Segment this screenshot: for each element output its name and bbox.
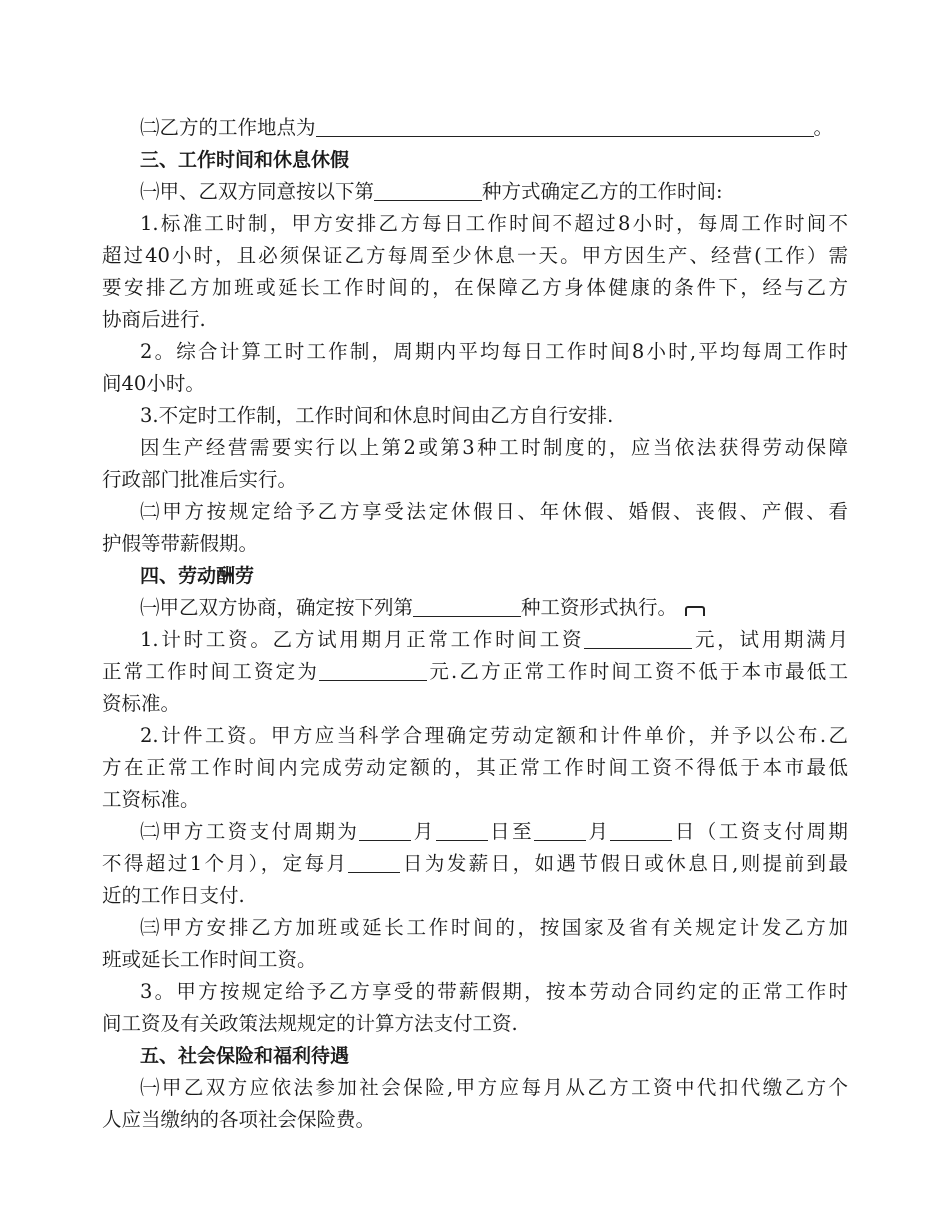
section-heading: [102, 560, 848, 592]
text-line: [102, 592, 848, 624]
text-segment: 3。甲方按规定给予乙方享受的带薪假期，按本劳动合同约定的正常工作时: [140, 980, 848, 1003]
text-segment: 超过40小时，且必须保证乙方每周至少休息一天。甲方因生产、经营(工作）需: [102, 244, 848, 267]
text-line: [102, 208, 848, 240]
text-segment: 种工资形式执行。: [521, 596, 678, 619]
text-segment: 资标准。: [102, 692, 181, 715]
text-segment: ㈠甲乙双方应依法参加社会保险,甲方应每月从乙方工资中代扣代缴乙方个: [140, 1076, 848, 1099]
text-segment: 三、工作时间和休息休假: [140, 149, 350, 171]
text-line: [102, 464, 848, 496]
text-segment: 班或延长工作时间工资。: [102, 948, 317, 971]
text-segment: 1.标准工时制，甲方安排乙方每日工作时间不超过8小时，每周工作时间不: [140, 212, 848, 235]
text-line: [102, 1104, 848, 1136]
text-segment: ㈡甲方工资支付周期为: [140, 820, 360, 843]
fill-in-blank[interactable]: [584, 626, 692, 649]
text-segment: ㈡甲方按规定给予乙方享受法定休假日、年休假、婚假、丧假、产假、看: [140, 500, 848, 523]
text-line: [102, 688, 848, 720]
section-heading: [102, 144, 848, 176]
text-segment: 协商后进行.: [102, 308, 206, 331]
text-segment: 月: [586, 820, 611, 843]
text-segment: 五、社会保险和福利待遇: [140, 1045, 350, 1067]
text-line: [102, 944, 848, 976]
text-line: [102, 272, 848, 304]
fill-in-blank[interactable]: [348, 850, 400, 873]
text-segment: 2。综合计算工时工作制，周期内平均每日工作时间8小时,平均每周工作时: [140, 340, 848, 363]
text-segment: ㈠甲乙双方协商，确定按下列第: [140, 596, 414, 619]
fill-in-blank[interactable]: [413, 594, 521, 617]
text-segment: 方在正常工作时间内完成劳动定额的，其正常工作时间工资不得低于本市最低: [102, 756, 848, 779]
edit-mark-icon: [685, 606, 705, 616]
text-line: [102, 656, 848, 688]
fill-in-blank[interactable]: [534, 818, 586, 841]
fill-in-blank[interactable]: [316, 114, 814, 137]
text-line: [102, 1008, 848, 1040]
text-segment: 元，试用期满月: [692, 628, 848, 651]
fill-in-blank[interactable]: [359, 818, 411, 841]
text-line: [102, 496, 848, 528]
text-segment: 3.不定时工作制，工作时间和休息时间由乙方自行安排.: [140, 404, 614, 427]
text-segment: 种方式确定乙方的工作时间:: [482, 180, 723, 203]
text-segment: 近的工作日支付.: [102, 884, 245, 907]
text-segment: 间工资及有关政策法规规定的计算方法支付工资.: [102, 1012, 518, 1035]
fill-in-blank[interactable]: [319, 658, 427, 681]
text-line: [102, 240, 848, 272]
text-segment: ㈢甲方安排乙方加班或延长工作时间的，按国家及省有关规定计发乙方加: [140, 916, 848, 939]
fill-in-blank[interactable]: [436, 818, 488, 841]
text-line: [102, 720, 848, 752]
text-line: [102, 432, 848, 464]
text-segment: 间40小时。: [102, 372, 205, 395]
text-segment: 要安排乙方加班或延长工作时间的，在保障乙方身体健康的条件下，经与乙方: [102, 276, 848, 299]
text-line: [102, 880, 848, 912]
text-segment: 行政部门批准后实行。: [102, 468, 298, 491]
text-segment: 1.计时工资。乙方试用期月正常工作时间工资: [140, 628, 585, 651]
text-segment: 日至: [487, 820, 535, 843]
text-line: [102, 976, 848, 1008]
text-segment: 正常工作时间工资定为: [102, 660, 320, 683]
text-line: [102, 848, 848, 880]
fill-in-blank[interactable]: [610, 818, 672, 841]
text-line: [102, 112, 848, 144]
text-segment: 工资标准。: [102, 788, 200, 811]
text-segment: 人应当缴纳的各项社会保险费。: [102, 1108, 376, 1131]
text-line: [102, 784, 848, 816]
text-line: [102, 368, 848, 400]
text-line: [102, 816, 848, 848]
text-segment: 月: [411, 820, 436, 843]
text-segment: 。: [813, 116, 834, 139]
text-segment: 护假等带薪假期。: [102, 532, 259, 555]
section-heading: [102, 1040, 848, 1072]
text-segment: 元.乙方正常工作时间工资不低于本市最低工: [427, 660, 848, 683]
contract-document-page: [102, 112, 848, 1136]
text-line: [102, 176, 848, 208]
text-line: [102, 400, 848, 432]
text-segment: ㈡乙方的工作地点为: [140, 116, 316, 139]
text-segment: 日为发薪日，如遇节假日或休息日,则提前到最: [400, 852, 848, 875]
text-segment: 四、劳动酬劳: [140, 565, 255, 587]
text-segment: ㈠甲、乙双方同意按以下第: [140, 180, 375, 203]
text-line: [102, 752, 848, 784]
text-line: [102, 336, 848, 368]
text-segment: 日（工资支付周期: [672, 820, 848, 843]
text-line: [102, 528, 848, 560]
text-line: [102, 624, 848, 656]
text-segment: 2.计件工资。甲方应当科学合理确定劳动定额和计件单价，并予以公布.乙: [140, 724, 848, 747]
text-segment: 因生产经营需要实行以上第2或第3种工时制度的，应当依法获得劳动保障: [140, 436, 848, 459]
text-line: [102, 912, 848, 944]
text-line: [102, 304, 848, 336]
fill-in-blank[interactable]: [374, 178, 482, 201]
text-line: [102, 1072, 848, 1104]
text-segment: 不得超过1个月），定每月: [102, 852, 349, 875]
